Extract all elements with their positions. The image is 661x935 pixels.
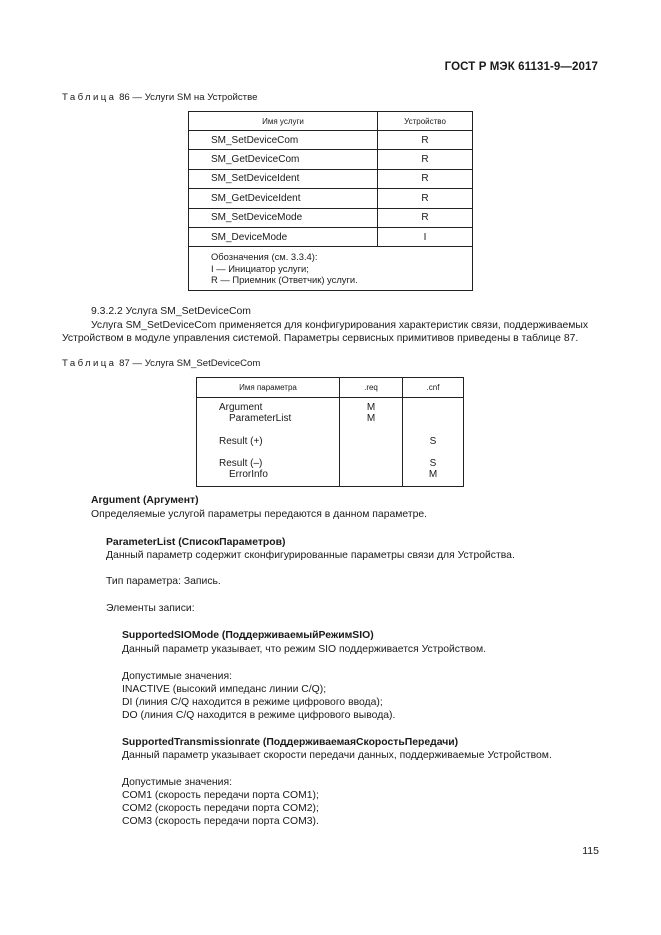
parameter-names-cell <box>197 398 340 487</box>
document-id: ГОСТ Р МЭК 61131-9—2017 <box>444 61 598 73</box>
siomode-title: SupportedSIOMode (ПоддерживаемыйРежимSIO) <box>122 630 374 641</box>
allowed-value: COM3 (скорость передачи порта COM3). <box>122 816 319 827</box>
req-value: M <box>366 402 376 413</box>
table87-caption-label: Таблица <box>62 358 117 369</box>
parameterlist-text: Данный параметр содержит сконфигурированные параметры связи для Устройства. <box>106 550 515 561</box>
table-row <box>189 169 473 188</box>
device-role-cell: R <box>378 169 473 188</box>
table86-note <box>189 247 473 291</box>
section-paragraph-line: Услуга SM_SetDeviceCom применяется для конфигурирования характеристик связи, поддерживаемых <box>91 320 589 331</box>
parameterlist-title: ParameterList (СписокПараметров) <box>106 537 286 548</box>
table87 <box>196 377 464 487</box>
table87-caption-text: 87 — Услуга SM_SetDeviceCom <box>119 358 261 369</box>
device-role-cell: I <box>378 227 473 246</box>
service-name-cell: SM_SetDeviceIdent <box>189 169 378 188</box>
cnf-value: S <box>429 457 437 469</box>
service-name-cell: SM_GetDeviceIdent <box>189 189 378 208</box>
note-line: I — Инициатор услуги; <box>211 262 309 274</box>
service-name-cell: SM_SetDeviceMode <box>189 208 378 227</box>
table86-caption <box>62 92 257 103</box>
table-row <box>197 398 464 487</box>
cnf-values-cell <box>403 398 464 487</box>
cnf-value: M <box>428 469 438 481</box>
parameter-name: ParameterList <box>229 413 292 425</box>
device-role-cell: R <box>378 189 473 208</box>
allowed-values-label: Допустимые значения: <box>122 777 232 788</box>
table-note-row <box>189 247 473 291</box>
parameter-name: Result (+) <box>219 435 263 447</box>
allowed-value: COM2 (скорость передачи порта COM2); <box>122 803 319 814</box>
parameter-name: Result (–) <box>219 457 263 469</box>
parameter-type: Тип параметра: Запись. <box>106 576 221 587</box>
transrate-text: Данный параметр указывает скорости передачи данных, поддерживаемые Устройством. <box>122 750 552 761</box>
device-role-cell: R <box>378 208 473 227</box>
table-row <box>189 131 473 150</box>
note-line: R — Приемник (Ответчик) услуги. <box>211 274 358 286</box>
table-header-row <box>197 378 464 398</box>
table87-caption <box>62 358 260 369</box>
table86-caption-label: Таблица <box>62 92 117 103</box>
cnf-value: S <box>429 435 437 447</box>
req-values-cell <box>340 398 403 487</box>
allowed-value: COM1 (скорость передачи порта COM1); <box>122 790 319 801</box>
parameter-name: ErrorInfo <box>229 469 268 481</box>
allowed-values-label: Допустимые значения: <box>122 671 232 682</box>
siomode-text: Данный параметр указывает, что режим SIO поддерживается Устройством. <box>122 644 486 655</box>
service-name-cell: SM_SetDeviceCom <box>189 131 378 150</box>
req-value: M <box>366 413 376 425</box>
section-paragraph-line: Устройством в модуле управления системой. Параметры сервисных примитивов приведены в таблице 87. <box>62 333 579 344</box>
table-row <box>189 208 473 227</box>
column-header: .cnf <box>403 378 464 398</box>
table-row <box>189 150 473 169</box>
argument-text: Определяемые услугой параметры передаются в данном параметре. <box>91 509 428 520</box>
device-role-cell: R <box>378 131 473 150</box>
note-line: Обозначения (см. 3.3.4): <box>211 251 318 263</box>
column-header: Устройство <box>378 112 473 131</box>
section-heading: 9.3.2.2 Услуга SM_SetDeviceCom <box>91 306 251 317</box>
table-header-row <box>189 112 473 131</box>
table86-caption-text: 86 — Услуги SM на Устройстве <box>119 92 258 103</box>
allowed-value: INACTIVE (высокий импеданс линии C/Q); <box>122 684 327 695</box>
transrate-title: SupportedTransmissionrate (ПоддерживаемаяСкоростьПередачи) <box>122 737 459 748</box>
table86 <box>188 111 473 291</box>
service-name-cell: SM_GetDeviceCom <box>189 150 378 169</box>
allowed-value: DO (линия C/Q находится в режиме цифрового вывода). <box>122 710 396 721</box>
table-row <box>189 189 473 208</box>
argument-title: Argument (Аргумент) <box>91 495 199 506</box>
device-role-cell: R <box>378 150 473 169</box>
allowed-value: DI (линия C/Q находится в режиме цифрового ввода); <box>122 697 383 708</box>
column-header: .req <box>340 378 403 398</box>
page-number: 115 <box>582 845 599 857</box>
column-header: Имя услуги <box>189 112 378 131</box>
table-row <box>189 227 473 246</box>
parameter-name: Argument <box>219 402 263 413</box>
record-elements: Элементы записи: <box>106 603 195 614</box>
column-header: Имя параметра <box>197 378 340 398</box>
service-name-cell: SM_DeviceMode <box>189 227 378 246</box>
